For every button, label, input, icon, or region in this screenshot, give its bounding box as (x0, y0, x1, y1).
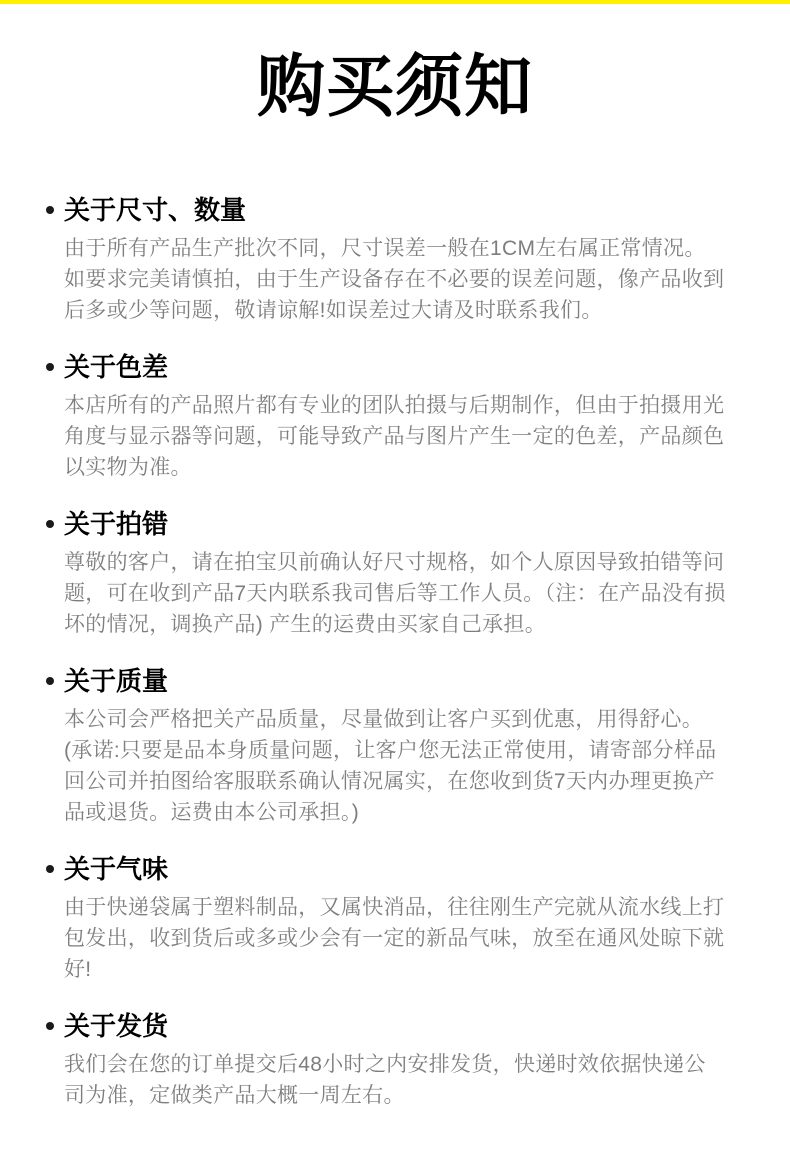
section-heading-text: 关于发货 (64, 1011, 169, 1041)
section-heading (64, 1009, 726, 1043)
section-heading-text: 关于色差 (64, 352, 169, 382)
section-heading-text: 关于质量 (64, 666, 169, 696)
section-heading-text: 关于气味 (64, 854, 169, 884)
section-body: 本店所有的产品照片都有专业的团队拍摄与后期制作，但由于拍摄用光角度与显示器等问题，可能导致产品与图片产生一定的色差，产品颜色以实物为准。 (64, 394, 725, 479)
section-heading (64, 350, 726, 384)
top-accent-bar (0, 0, 790, 4)
bullet-icon (46, 1022, 54, 1030)
section-body: 由于快递袋属于塑料制品，又属快消品，往往刚生产完就从流水线上打包发出，收到货后或多或少会有一定的新品气味，放至在通风处晾下就好! (64, 896, 725, 981)
section-heading (64, 664, 726, 698)
page-title: 购买须知 (256, 49, 533, 125)
bullet-icon (46, 520, 54, 528)
notice-section-shipping (64, 1009, 726, 1111)
section-body: 尊敬的客户，请在拍宝贝前确认好尺寸规格，如个人原因导致拍错等问题，可在收到产品7天内联系我司售后等工作人员。（注：在产品没有损坏的情况，调换产品) 产生的运费由买家自己承担。 (64, 551, 726, 636)
notice-section-odor (64, 852, 726, 985)
section-heading (64, 193, 726, 227)
section-heading (64, 852, 726, 886)
section-heading-text: 关于尺寸、数量 (64, 195, 247, 225)
section-heading-text: 关于拍错 (64, 509, 169, 539)
notice-section-color-difference (64, 350, 726, 483)
section-body: 我们会在您的订单提交后48小时之内安排发货，快递时效依据快递公司为准，定做类产品大概一周左右。 (64, 1053, 706, 1107)
section-body: 本公司会严格把关产品质量，尽量做到让客户买到优惠，用得舒心。(承诺:只要是品本身质量问题，让客户您无法正常使用，请寄部分样品回公司并拍图给客服联系确认情况属实，在您收到货7天内办理更换产品或退货。运费由本公司承担。) (64, 708, 717, 824)
notice-section-quality (64, 664, 726, 828)
notice-section-size-quantity (64, 193, 726, 326)
bullet-icon (46, 206, 54, 214)
section-body: 由于所有产品生产批次不同，尺寸误差一般在1CM左右属正常情况。如要求完美请慎拍，由于生产设备存在不必要的误差问题，像产品收到后多或少等问题，敬请谅解!如误差过大请及时联系我们。 (64, 237, 725, 322)
bullet-icon (46, 677, 54, 685)
section-heading (64, 507, 726, 541)
notice-content (0, 193, 790, 1111)
bullet-icon (46, 865, 54, 873)
notice-section-wrong-order (64, 507, 726, 640)
bullet-icon (46, 363, 54, 371)
